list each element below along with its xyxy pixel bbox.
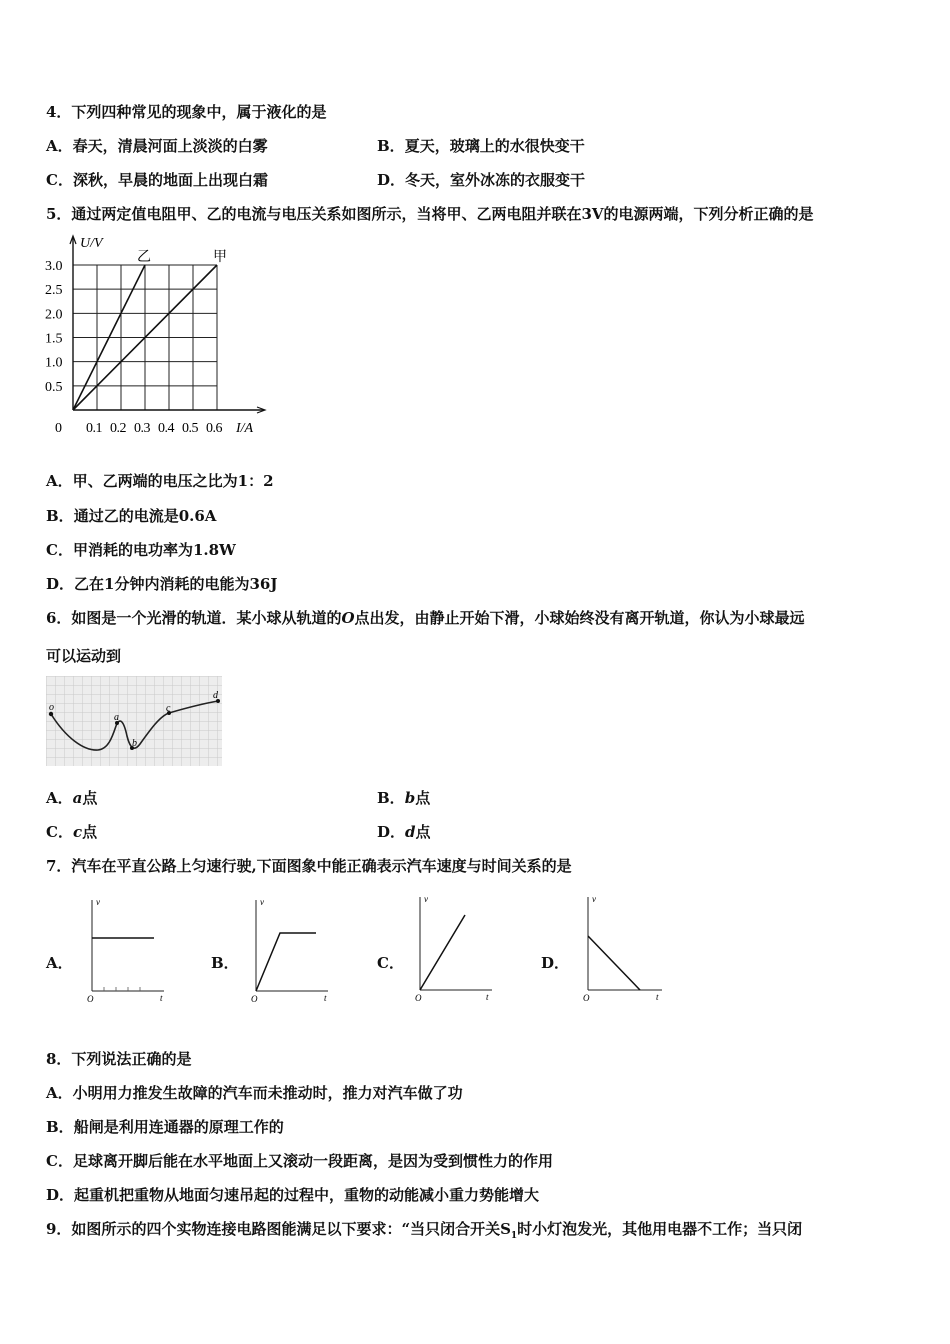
q6-stem-line2: 可以运动到: [46, 647, 122, 665]
q4-option-c: C．深秋，早晨的地面上出现白霜: [46, 171, 268, 189]
label-d: d: [213, 690, 218, 701]
y-tick-label: 0.5: [45, 379, 63, 395]
q7-label-d: D．: [541, 954, 570, 972]
label-b: b: [132, 738, 137, 749]
q8-option-b: B．船闸是利用连通器的原理工作的: [46, 1118, 284, 1136]
q5-option-b: B．通过乙的电流是0.6A: [46, 507, 217, 525]
y-tick-label: 1.5: [45, 331, 63, 347]
track-figure: [46, 676, 222, 766]
x-tick-label: 0.6: [206, 421, 222, 436]
y-tick-label: 2.5: [45, 283, 63, 299]
q4-option-a: A．春天，清晨河面上淡淡的白雾: [46, 137, 268, 155]
svg-text:O: O: [87, 994, 94, 1004]
q7-label-b: B．: [211, 954, 239, 972]
q4-option-b: B．夏天，玻璃上的水很快变干: [377, 137, 585, 155]
q5-option-a: A．甲、乙两端的电压之比为1：2: [46, 472, 274, 490]
vt-graph-b: [248, 896, 332, 1004]
q6-option-b: B．b点: [377, 789, 431, 807]
svg-text:v: v: [96, 897, 100, 907]
series-label-jia: 甲: [213, 250, 227, 265]
vt-graph-d: [580, 893, 666, 1003]
x-axis-label: I/A: [236, 421, 254, 436]
q8-option-c: C．足球离开脚后能在水平地面上又滚动一段距离，是因为受到惯性力的作用: [46, 1152, 553, 1170]
y-tick-label: 2.0: [45, 307, 63, 323]
q7-label-c: C．: [377, 954, 404, 972]
y-tick-label: 3.0: [45, 259, 63, 274]
q4-option-d: D．冬天，室外冰冻的衣服变干: [377, 171, 586, 189]
label-c: c: [166, 703, 171, 714]
vt-graph-a: [84, 896, 168, 1004]
vt-graph-c: [412, 893, 496, 1003]
x-tick-label: 0.5: [182, 421, 198, 436]
x-tick-label: 0.2: [110, 421, 126, 436]
y-tick-label: 1.0: [45, 355, 63, 371]
q8-option-a: A．小明用力推发生故障的汽车而未推动时，推力对汽车做了功: [46, 1084, 463, 1102]
q4-stem: 4．下列四种常见的现象中，属于液化的是: [46, 103, 327, 121]
svg-text:t: t: [324, 993, 327, 1003]
q6-option-a: A．a点: [46, 789, 98, 807]
x-tick-label: 0.3: [134, 421, 150, 436]
svg-text:O: O: [251, 994, 258, 1004]
series-label-yi: 乙: [137, 250, 151, 265]
x-tick-label: 0.1: [86, 421, 102, 436]
svg-text:t: t: [656, 992, 659, 1002]
q5-option-d: D．乙在1分钟内消耗的电能为36J: [46, 575, 278, 593]
label-o: o: [49, 702, 54, 713]
origin-label: 0: [55, 421, 62, 436]
q6-option-c: C．c点: [46, 823, 98, 841]
q7-label-a: A．: [46, 954, 73, 972]
svg-text:t: t: [486, 992, 489, 1002]
q8-option-d: D．起重机把重物从地面匀速吊起的过程中，重物的动能减小重力势能增大: [46, 1186, 540, 1204]
y-axis-label: U/V: [80, 236, 103, 251]
v-line: [256, 933, 316, 991]
svg-text:t: t: [160, 993, 163, 1003]
q5-option-c: C．甲消耗的电功率为1.8W: [46, 541, 236, 559]
q5-stem: 5．通过两定值电阻甲、乙的电流与电压关系如图所示，当将甲、乙两电阻并联在3V的电源两端，下列分析正确的是: [46, 205, 814, 223]
svg-text:O: O: [583, 993, 590, 1003]
svg-text:O: O: [415, 993, 422, 1003]
label-a: a: [114, 712, 119, 723]
x-tick-label: 0.4: [158, 421, 174, 436]
track-grid: [46, 676, 222, 766]
q9-stem: 9．如图所示的四个实物连接电路图能满足以下要求：“当只闭合开关$S_1$时小灯泡发光，其他用电器不工作；当只闭: [46, 1220, 803, 1241]
q6-option-d: D．d点: [377, 823, 431, 841]
q8-stem: 8．下列说法正确的是: [46, 1050, 192, 1068]
svg-text:v: v: [260, 897, 264, 907]
svg-text:v: v: [592, 894, 596, 904]
u-i-chart: [40, 232, 280, 442]
svg-text:v: v: [424, 894, 428, 904]
q7-stem: 7．汽车在平直公路上匀速行驶,下面图象中能正确表示汽车速度与时间关系的是: [46, 857, 572, 875]
q6-stem: 6．如图是一个光滑的轨道．某小球从轨道的O点出发，由静止开始下滑，小球始终没有离开轨道，你认为小球最远: [46, 609, 805, 627]
v-line: [588, 936, 640, 990]
v-line: [420, 915, 465, 990]
